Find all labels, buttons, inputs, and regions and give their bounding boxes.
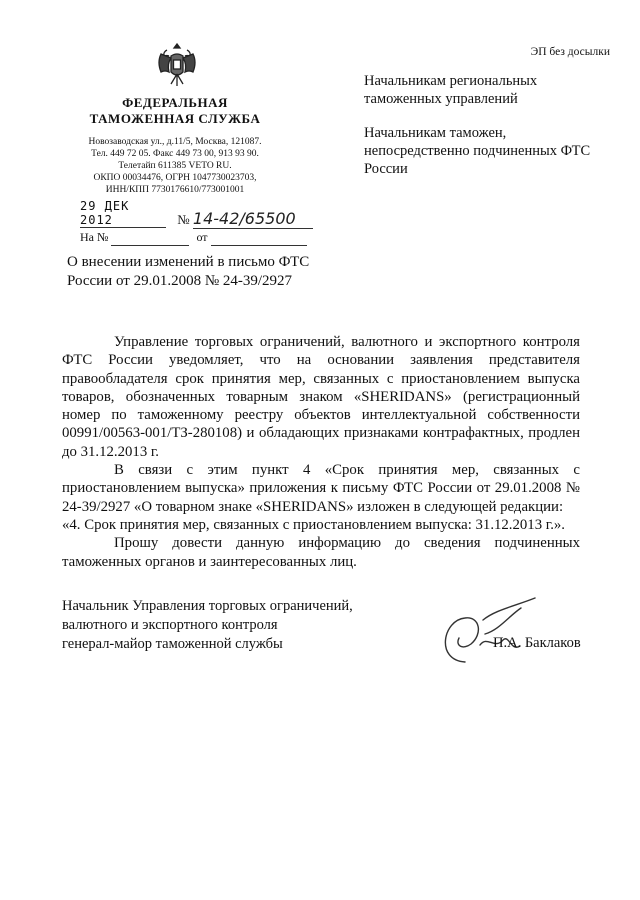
signer-name: П.А. Баклаков (493, 635, 581, 651)
dispatch-note: ЭП без досылки (530, 46, 610, 58)
sender-details (60, 136, 290, 196)
org-name-line1: ФЕДЕРАЛЬНАЯ (122, 95, 228, 110)
org-name-line2: ТАМОЖЕННАЯ СЛУЖБА (89, 111, 261, 126)
reference-number-label: На № (80, 230, 109, 244)
body-paragraph-4: Прошу довести данную информацию до сведения подчиненных таможенных органов и заинтересованных лиц. (62, 535, 580, 570)
sender-inn-kpp: ИНН/КПП 7730176610/773001001 (105, 185, 245, 195)
sender-phone-fax: Тел. 449 72 05. Факс 449 73 00, 913 93 90. (91, 149, 259, 159)
signer-title (62, 597, 382, 654)
sender-okpo-ogrn: ОКПО 00034476, ОГРН 1047730023703, (93, 173, 257, 183)
registration-line (80, 199, 313, 229)
signer-title-line1: Начальник Управления торговых ограничений, (62, 598, 353, 614)
sender-organization (60, 95, 290, 127)
reference-date-label: от (196, 230, 208, 244)
signer-title-line2: валютного и экспортного контроля (62, 617, 278, 633)
registration-number-label: № (177, 212, 190, 227)
body-paragraph-3: «4. Срок принятия мер, связанных с приостановлением выпуска: 31.12.2013 г.». (62, 516, 565, 533)
recipient-regional: Начальникам региональных таможенных управлений (364, 73, 538, 107)
registration-date: 29 ДЕК 2012 (80, 199, 166, 228)
reference-date-blank (211, 230, 307, 246)
body-paragraph-1: Управление торговых ограничений, валютного и экспортного контроля ФТС России уведомляет, что на основании заявления представителя правообладателя срок принятия мер, связанных с приостановлением выпуска товаров, обозначенных товарным знаком «SHERIDANS» (регистрационный номер по таможенному реестру объектов интеллектуальной собственности 00991/00563-001/ТЗ-280108) и обладающих признаками контрафактных, продлен до 31.12.2013 г. (62, 334, 580, 460)
signer-title-line3: генерал-майор таможенной службы (62, 636, 283, 652)
reference-number-blank (111, 230, 189, 246)
recipient-customs: Начальникам таможен, непосредственно подчиненных ФТС России (364, 125, 591, 177)
reference-line (80, 230, 307, 246)
letter-subject: О внесении изменений в письмо ФТС России от 29.01.2008 № 24-39/2927 (67, 254, 310, 289)
letter-body (62, 333, 580, 571)
sender-address: Новозаводская ул., д.11/5, Москва, 121087. (88, 137, 262, 147)
registration-number: 14-42/65500 (193, 209, 313, 229)
body-paragraph-2: В связи с этим пункт 4 «Срок принятия мер, связанных с приостановлением выпуска» приложения к письму ФТС России от 29.01.2008 № 24-39/2927 «О товарном знаке «SHERIDANS» изложен в следующей редакции: (62, 462, 580, 515)
sender-teletype: Телетайп 611385 VETO RU. (118, 161, 232, 171)
double-headed-eagle-emblem (155, 40, 199, 90)
